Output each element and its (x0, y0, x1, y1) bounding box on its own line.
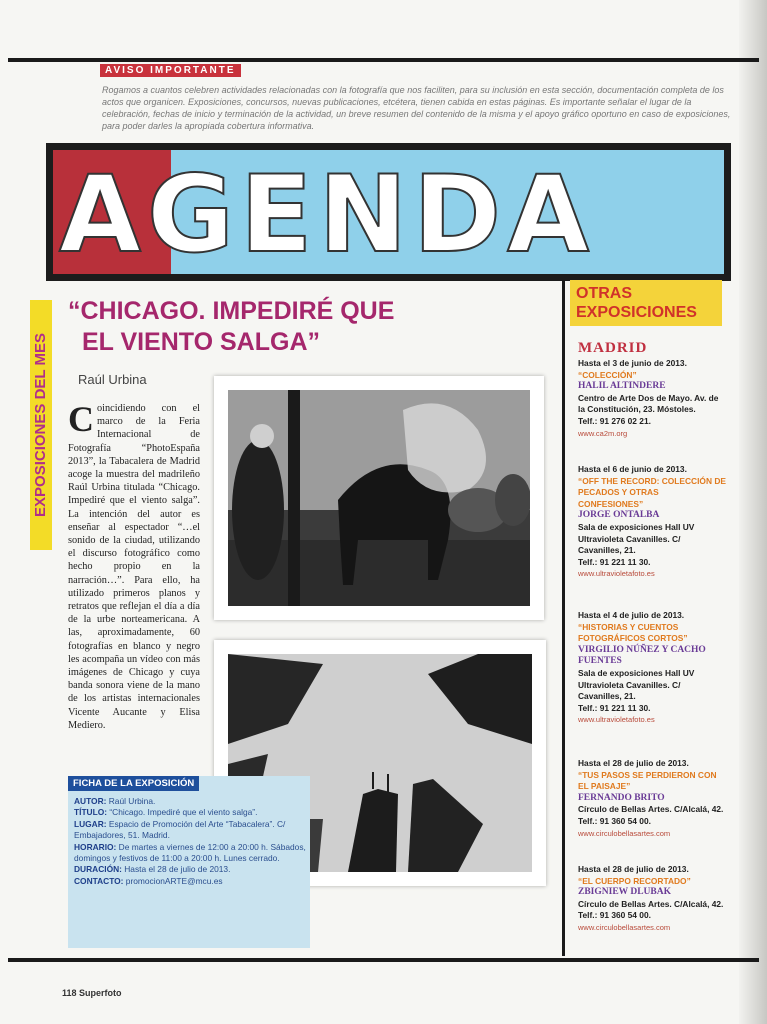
other-exhibitions-heading (570, 280, 722, 326)
fact-titulo-value: “Chicago. Impediré que el viento salga”. (109, 807, 258, 818)
page-footer (62, 988, 122, 998)
lion-statue-illustration (228, 390, 530, 606)
fact-lugar-value: Espacio de Promoción del Arte “Tabacalera”. C/ Embajadores, 51. Madrid. (74, 818, 286, 841)
fact-contacto (74, 876, 310, 887)
exhibition-entry (578, 464, 726, 580)
fact-titulo-label: TÍTULO: (74, 807, 108, 818)
photo-lion-statue-image (228, 390, 530, 606)
aviso-text: Rogamos a cuantos celebren actividades relacionadas con la fotografía que nos faciliten, para su inclusión en esta sección, documentación completa de los actos que organicen. Exposiciones, concursos, nuevas publicaciones, etcétera, tienen cabida en estas páginas. Es importante señalar el lugar de la celebración, fechas de inicio y terminación de la actividad, un breve resumen del contenido de la misma y el apoyo gráfico oportuno en caso de exposiciones, para poder darles la apropiada cobertura informativa. (102, 85, 731, 131)
fact-duracion (74, 864, 310, 875)
entry-phone: Telf.: 91 360 54 00. (578, 815, 651, 826)
entry-phone: Telf.: 91 276 02 21. (578, 415, 651, 426)
entry-title: “HISTORIAS Y CUENTOS FOTOGRÁFICOS CORTOS” (578, 621, 688, 644)
banner-title: AGENDA (59, 153, 596, 274)
fact-contacto-value: promocionARTE@mcu.es (125, 875, 223, 886)
article-title-line1: “CHICAGO. IMPEDIRÉ QUE (68, 297, 395, 325)
section-side-label-text: EXPOSICIONES DEL MES (30, 300, 52, 550)
article-title (68, 296, 408, 358)
entry-title: “TUS PASOS SE PERDIERON CON EL PAISAJE” (578, 769, 717, 792)
entry-artist: ZBIGNIEW DLUBAK (578, 887, 672, 898)
fact-lugar-label: LUGAR: (74, 818, 107, 829)
entry-title: “COLECCIÓN” (578, 369, 637, 380)
entry-phone: Telf.: 91 221 11 30. (578, 556, 651, 567)
entry-venue: Círculo de Bellas Artes. C/Alcalá, 42. (578, 804, 724, 815)
other-exhibitions-heading-line2: EXPOSICIONES (576, 304, 697, 321)
fact-autor-label: AUTOR: (74, 796, 107, 806)
fact-horario-value: De martes a viernes de 12:00 a 20:00 h. Sábados, domingos y festivos de 11:00 a 20:00 h. Lunes cerrado. (74, 841, 306, 864)
entry-artist: HALIL ALTINDERE (578, 381, 666, 392)
page-spine (739, 0, 767, 1024)
entry-date: Hasta el 4 de julio de 2013. (578, 610, 685, 620)
entry-title: “OFF THE RECORD: COLECCIÓN DE PECADOS Y OTRAS CONFESIONES” (578, 475, 726, 509)
drop-cap: C (68, 399, 94, 439)
agenda-banner (46, 143, 731, 281)
entry-phone: Telf.: 91 360 54 00. (578, 910, 651, 921)
article-title-line2: EL VIENTO SALGA” (82, 328, 321, 356)
exhibition-entry (578, 358, 726, 439)
entry-web: www.circulobellasartes.com (578, 828, 671, 838)
fact-horario-label: HORARIO: (74, 841, 117, 852)
exhibition-entry (578, 864, 726, 934)
entry-web: www.ultravioletafoto.es (578, 715, 655, 725)
exhibition-fact-box (68, 776, 310, 948)
banner-background (53, 150, 724, 274)
entry-web: www.circulobellasartes.com (578, 922, 671, 932)
entry-venue: Sala de exposiciones Hall UV Ultravioleta Cavanilles. C/ Cavanilles, 21. (578, 667, 695, 702)
fact-autor (74, 796, 310, 807)
entry-web: www.ca2m.org (578, 428, 628, 438)
entry-web: www.ultravioletafoto.es (578, 569, 655, 579)
entry-phone: Telf.: 91 221 11 30. (578, 702, 651, 713)
fact-box-heading: FICHA DE LA EXPOSICIÓN (68, 776, 199, 791)
exhibition-entry (578, 758, 726, 839)
aviso-label: AVISO IMPORTANTE (100, 64, 241, 77)
article-body-text: oincidiendo con el marco de la Feria Internacional de Fotografía “PhotoEspaña 2013”, la Tabacalera de Madrid acoge la muestra del madrileño Raúl Urbina titulada “Chicago. Impediré que el viento salga”. La intención del autor es enseñar al espectador “…el sonido de la ciudad, utilizando el discurso fotográfico como hecho propio en la narración…”. Para ello, ha utilizado primeros planos y retratos que reflejan el día a día de la urbe norteamericana. A las, aproximadamente, 60 fotografías en blanco y negro les acompaña un vídeo con más imágenes de Chicago y cuya banda sonora viene de la mano de los artistas internacionales Vicente Aucante y Elisa Mediero. (68, 403, 200, 731)
fact-duracion-label: DURACIÓN: (74, 864, 122, 875)
other-exhibitions-column (562, 280, 728, 956)
city-heading: MADRID (578, 340, 648, 356)
entry-artist: FERNANDO BRITO (578, 792, 665, 803)
article-author: Raúl Urbina (78, 372, 147, 387)
fact-duracion-value: Hasta el 28 de julio de 2013. (124, 864, 231, 875)
fact-titulo (74, 807, 310, 818)
entry-artist: JORGE ONTALBA (578, 510, 660, 521)
photo-lion-statue (214, 376, 544, 620)
entry-venue: Sala de exposiciones Hall UV Ultravioleta Cavanilles. C/ Cavanilles, 21. (578, 521, 695, 556)
bottom-rule (8, 958, 759, 962)
fact-horario (74, 842, 310, 865)
exhibition-entry (578, 610, 726, 726)
fact-box-body (74, 796, 310, 887)
section-side-label (30, 300, 52, 550)
entry-date: Hasta el 28 de julio de 2013. (578, 864, 689, 874)
entry-date: Hasta el 28 de julio de 2013. (578, 758, 689, 768)
article-body (68, 399, 200, 732)
entry-title: “EL CUERPO RECORTADO” (578, 875, 691, 886)
top-rule (8, 58, 759, 62)
fact-contacto-label: CONTACTO: (74, 875, 124, 886)
fact-autor-value: Raúl Urbina. (108, 796, 156, 806)
entry-date: Hasta el 6 de junio de 2013. (578, 464, 687, 474)
other-exhibitions-heading-line1: OTRAS (576, 285, 632, 302)
fact-lugar (74, 819, 310, 842)
entry-artist: VIRGILIO NÚÑEZ Y CACHO FUENTES (578, 644, 706, 667)
entry-date: Hasta el 3 de junio de 2013. (578, 358, 687, 368)
entry-venue: Círculo de Bellas Artes. C/Alcalá, 42. (578, 898, 724, 909)
magazine-name: Superfoto (79, 988, 122, 998)
page-number: 118 (62, 988, 77, 998)
entry-venue: Centro de Arte Dos de Mayo. Av. de la Constitución, 23. Móstoles. (578, 392, 719, 415)
